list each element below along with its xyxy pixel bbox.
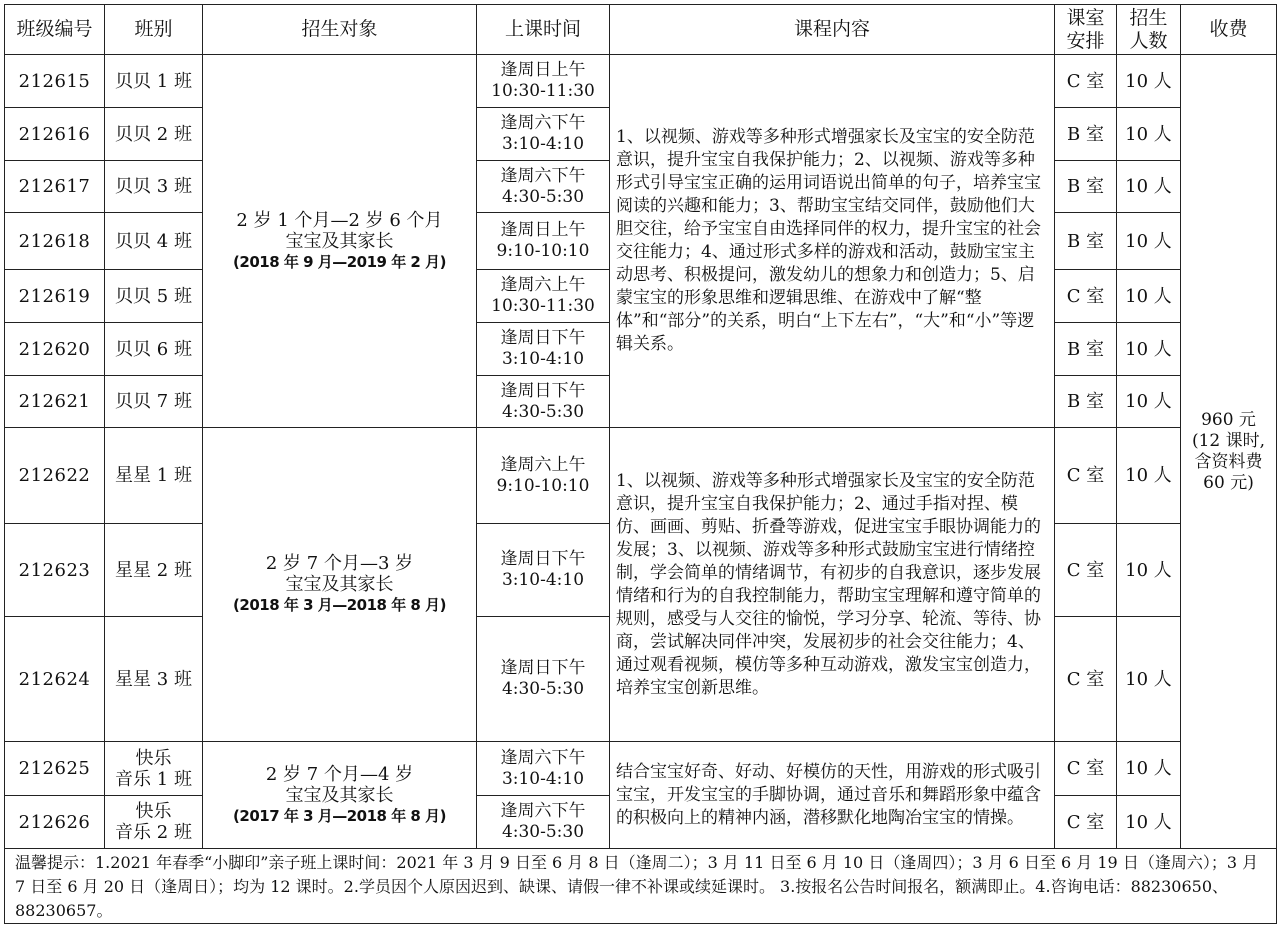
time-hours: 9:10-10:10 xyxy=(496,241,590,261)
class-name-cell: 贝贝 7 班 xyxy=(105,376,203,428)
fee-note-line3: 60 元) xyxy=(1203,472,1254,493)
capacity-cell: 10 人 xyxy=(1117,376,1181,428)
class-name-cell xyxy=(105,796,203,849)
capacity-cell: 10 人 xyxy=(1117,161,1181,213)
time-hours: 4:30-5:30 xyxy=(501,186,585,207)
time-cell xyxy=(477,213,610,270)
class-id-cell: 212615 xyxy=(5,55,105,108)
room-cell: B 室 xyxy=(1055,376,1117,428)
time-cell xyxy=(477,524,610,617)
target-cell-group-3 xyxy=(203,742,477,849)
class-name-cell: 贝贝 4 班 xyxy=(105,213,203,270)
class-name-cell: 星星 1 班 xyxy=(105,428,203,524)
room-cell: C 室 xyxy=(1055,428,1117,524)
time-day: 逢周日下午 xyxy=(500,658,586,678)
tips-row xyxy=(5,849,1277,924)
header-fee: 收费 xyxy=(1181,5,1277,55)
target-birth-range: (2018 年 9 月—2019 年 2 月) xyxy=(233,252,446,271)
fee-note-line1: (12 课时, xyxy=(1191,430,1266,451)
table-row xyxy=(5,742,1277,796)
target-cell-group-2 xyxy=(203,428,477,742)
time-day: 逢周六下午 xyxy=(500,113,586,133)
content-cell-group-2: 1、以视频、游戏等多种形式增强家长及宝宝的安全防范意识，提升宝宝自我保护能力；2、通过手指对捏、模仿、画画、剪贴、折叠等游戏，促进宝宝手眼协调能力的发展；3、以视频、游戏等多种形式鼓励宝宝进行情绪控制，学会简单的情绪调节，有初步的自我意识，逐步发展情绪和行为的自我控制能力，帮助宝宝理解和遵守简单的规则，感受与人交往的愉悦，学习分享、轮流、等待、协商，尝试解决同伴冲突，发展初步的社会交往能力；4、通过观看视频，模仿等多种互动游戏，激发宝宝创造力，培养宝宝创新思维。 xyxy=(610,428,1055,742)
header-class-name: 班别 xyxy=(105,5,203,55)
header-room: 课室 安排 xyxy=(1055,5,1117,55)
table-row xyxy=(5,428,1277,524)
time-hours: 10:30-11:30 xyxy=(491,81,595,101)
room-cell: C 室 xyxy=(1055,524,1117,617)
tips-text: 温馨提示：1.2021 年春季“小脚印”亲子班上课时间：2021 年 3 月 9 日至 6 月 8 日（逢周二）；3 月 11 日至 6 月 10 日（逢周四）；3 月 6 日至 6 月 19 日（逢周六）；3 月 7 日至 6 月 20 日（逢周日）；均为 12 课时。2.学员因个人原因迟到、缺课、请假一律不补课或续延课时。 3.按报名公告时间报名，额满即止。4.咨询电话：88230650、88230657。 xyxy=(5,849,1277,924)
capacity-cell: 10 人 xyxy=(1117,323,1181,376)
class-name-cell: 星星 2 班 xyxy=(105,524,203,617)
time-cell xyxy=(477,161,610,213)
capacity-cell: 10 人 xyxy=(1117,55,1181,108)
header-row xyxy=(5,5,1277,55)
header-capacity: 招生 人数 xyxy=(1117,5,1181,55)
capacity-cell: 10 人 xyxy=(1117,617,1181,742)
class-name-line1: 快乐 xyxy=(135,801,172,822)
fee-note-line2: 含资料费 xyxy=(1194,451,1263,472)
fee-amount: 960 元 xyxy=(1201,409,1256,430)
time-hours: 10:30-11:30 xyxy=(491,296,595,316)
time-day: 逢周六下午 xyxy=(500,747,586,768)
target-age: 2 岁 1 个月—2 岁 6 个月 xyxy=(236,209,443,231)
time-cell xyxy=(477,108,610,161)
class-id-cell: 212621 xyxy=(5,376,105,428)
time-hours: 3:10-4:10 xyxy=(501,570,585,590)
class-id-cell: 212624 xyxy=(5,617,105,742)
time-hours: 4:30-5:30 xyxy=(501,822,585,842)
capacity-cell: 10 人 xyxy=(1117,428,1181,524)
time-cell xyxy=(477,376,610,428)
header-target: 招生对象 xyxy=(203,5,477,55)
class-name-cell: 贝贝 3 班 xyxy=(105,161,203,213)
class-name-line2: 音乐 2 班 xyxy=(115,822,192,843)
content-cell-group-3: 结合宝宝好奇、好动、好模仿的天性，用游戏的形式吸引宝宝，开发宝宝的手脚协调，通过音乐和舞蹈形象中蕴含的积极向上的精神内涵，潜移默化地陶冶宝宝的情操。 xyxy=(610,742,1055,849)
time-hours: 3:10-4:10 xyxy=(501,768,585,789)
class-name-cell: 贝贝 1 班 xyxy=(105,55,203,108)
time-day: 逢周日下午 xyxy=(500,549,586,569)
room-cell: B 室 xyxy=(1055,108,1117,161)
class-name-cell: 贝贝 6 班 xyxy=(105,323,203,376)
capacity-cell: 10 人 xyxy=(1117,796,1181,849)
class-schedule-table xyxy=(4,4,1277,924)
class-id-cell: 212626 xyxy=(5,796,105,849)
content-cell-group-1: 1、以视频、游戏等多种形式增强家长及宝宝的安全防范意识，提升宝宝自我保护能力；2、以视频、游戏等多种形式引导宝宝正确的运用词语说出简单的句子，培养宝宝阅读的兴趣和能力；3、帮助宝宝结交同伴，鼓励他们大胆交往，给予宝宝自由选择同伴的权力，提升宝宝的社会交往能力；4、通过形式多样的游戏和活动，鼓励宝宝主动思考、积极提问，激发幼儿的想象力和创造力；5、启蒙宝宝的形象思维和逻辑思维、在游戏中了解“整体”和“部分”的关系，明白“上下左右”，“大”和“小”等逻辑关系。 xyxy=(610,55,1055,428)
time-day: 逢周六下午 xyxy=(500,801,586,821)
header-class-id: 班级编号 xyxy=(5,5,105,55)
capacity-cell: 10 人 xyxy=(1117,742,1181,796)
table-row xyxy=(5,55,1277,108)
time-hours: 4:30-5:30 xyxy=(501,401,585,422)
room-cell: B 室 xyxy=(1055,323,1117,376)
room-cell: B 室 xyxy=(1055,161,1117,213)
time-day: 逢周日上午 xyxy=(500,60,586,80)
target-who: 宝宝及其家长 xyxy=(285,230,394,252)
time-cell xyxy=(477,323,610,376)
capacity-cell: 10 人 xyxy=(1117,524,1181,617)
time-hours: 3:10-4:10 xyxy=(501,349,585,369)
target-age: 2 岁 7 个月—3 岁 xyxy=(265,553,414,574)
target-birth-range: (2018 年 3 月—2018 年 8 月) xyxy=(233,596,446,614)
class-id-cell: 212620 xyxy=(5,323,105,376)
capacity-cell: 10 人 xyxy=(1117,270,1181,323)
class-name-cell xyxy=(105,742,203,796)
target-birth-range: (2017 年 3 月—2018 年 8 月) xyxy=(233,806,446,825)
target-cell-group-1 xyxy=(203,55,477,428)
class-id-cell: 212625 xyxy=(5,742,105,796)
time-hours: 4:30-5:30 xyxy=(501,679,585,699)
target-who: 宝宝及其家长 xyxy=(285,784,394,806)
time-day: 逢周六下午 xyxy=(500,165,586,186)
time-day: 逢周六上午 xyxy=(500,454,586,475)
room-cell: C 室 xyxy=(1055,796,1117,849)
time-day: 逢周日上午 xyxy=(500,220,586,240)
time-day: 逢周日下午 xyxy=(500,380,586,401)
capacity-cell: 10 人 xyxy=(1117,108,1181,161)
class-name-cell: 贝贝 2 班 xyxy=(105,108,203,161)
time-day: 逢周六上午 xyxy=(500,275,586,295)
time-cell xyxy=(477,270,610,323)
room-cell: C 室 xyxy=(1055,55,1117,108)
class-id-cell: 212619 xyxy=(5,270,105,323)
class-id-cell: 212617 xyxy=(5,161,105,213)
header-time: 上课时间 xyxy=(477,5,610,55)
time-hours: 9:10-10:10 xyxy=(496,475,590,496)
class-id-cell: 212623 xyxy=(5,524,105,617)
time-cell xyxy=(477,55,610,108)
class-id-cell: 212616 xyxy=(5,108,105,161)
class-name-cell: 星星 3 班 xyxy=(105,617,203,742)
time-cell xyxy=(477,617,610,742)
time-cell xyxy=(477,742,610,796)
room-cell: C 室 xyxy=(1055,270,1117,323)
capacity-cell: 10 人 xyxy=(1117,213,1181,270)
class-name-cell: 贝贝 5 班 xyxy=(105,270,203,323)
class-id-cell: 212618 xyxy=(5,213,105,270)
time-cell xyxy=(477,428,610,524)
target-who: 宝宝及其家长 xyxy=(285,574,394,595)
room-cell: B 室 xyxy=(1055,213,1117,270)
target-age: 2 岁 7 个月—4 岁 xyxy=(265,763,414,785)
room-cell: C 室 xyxy=(1055,742,1117,796)
fee-cell xyxy=(1181,55,1277,849)
header-content: 课程内容 xyxy=(610,5,1055,55)
class-id-cell: 212622 xyxy=(5,428,105,524)
class-name-line2: 音乐 1 班 xyxy=(115,768,192,790)
time-hours: 3:10-4:10 xyxy=(501,134,585,154)
room-cell: C 室 xyxy=(1055,617,1117,742)
class-name-line1: 快乐 xyxy=(135,747,172,769)
time-day: 逢周日下午 xyxy=(500,328,586,348)
time-cell xyxy=(477,796,610,849)
